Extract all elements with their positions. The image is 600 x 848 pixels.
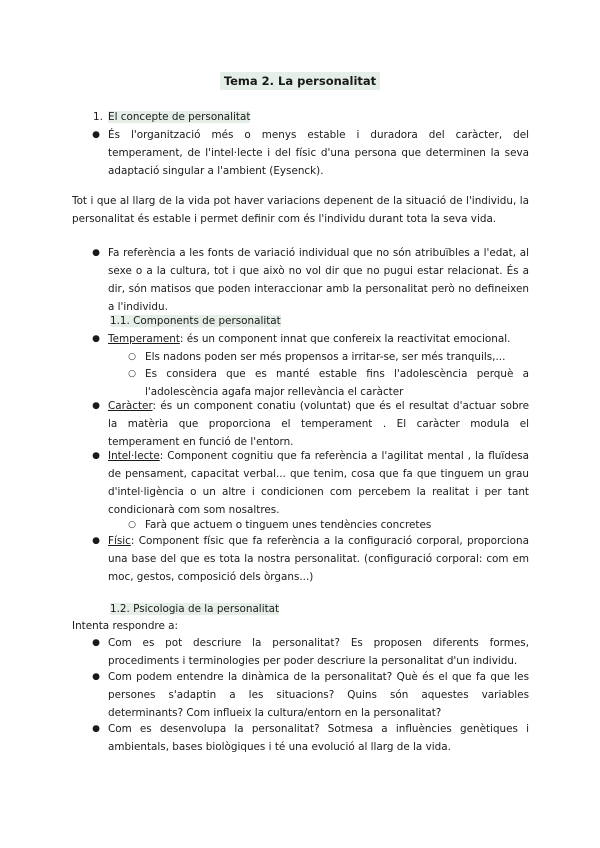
bullet-icon: ● <box>92 672 100 682</box>
fisic-item <box>108 532 529 586</box>
caracter-term: Caràcter <box>108 400 153 412</box>
temperament-sub-2: Es considera que es manté estable fins l'adolescència perquè a l'adolescència agafa major rellevància el caràcter <box>145 368 529 398</box>
circle-bullet-icon: ○ <box>128 352 136 362</box>
section-1-heading <box>93 108 250 126</box>
bullet-icon: ● <box>92 638 100 648</box>
caracter-item <box>108 397 529 451</box>
question-2: Com podem entendre la dinàmica de la personalitat? Què és el que fa que les persones s'adaptin a les situacions? Quins són aquestes variables determinants? Com influeix la cultura/entorn en la personalitat? <box>108 671 529 719</box>
bullet-icon: ● <box>92 536 100 546</box>
section-number: 1. <box>93 111 103 123</box>
temperament-text: : és un component innat que confereix la reactivitat emocional. <box>179 333 511 345</box>
bullet-icon: ● <box>92 401 100 411</box>
page-title: Tema 2. La personalitat <box>0 72 600 90</box>
circle-bullet-icon: ○ <box>128 520 136 530</box>
bullet-icon: ● <box>92 724 100 734</box>
intellecte-text: : Component cognitiu que fa referència a l'agilitat mental , la fluïdesa de pensament, capacitat verbal... que tenim, cosa que fa que tinguem un grau d'intel·ligència o un altre i condicionen com percebem la realitat i per tant condicionarà com som nosaltres. <box>108 450 529 516</box>
intellecte-sub-1: Farà que actuem o tinguem unes tendències concretes <box>145 519 432 531</box>
bullet-icon: ● <box>92 451 100 461</box>
question-3: Com es desenvolupa la personalitat? Sotmesa a influències genètiques i ambientals, bases biològiques i té una evolució al llarg de la vida. <box>108 723 529 753</box>
section-1-paragraph: Tot i que al llarg de la vida pot haver variacions depenent de la situació de l'individu, la personalitat és estable i permet definir com és l'individu durant tota la seva vida. <box>72 195 529 225</box>
question-1: Com es pot descriure la personalitat? Es proposen diferents formes, procediments i terminologies per poder descriure la personalitat d'un individu. <box>108 637 529 667</box>
temperament-term: Temperament <box>108 333 180 345</box>
section-1-1-heading: 1.1. Components de personalitat <box>110 315 281 327</box>
temperament-item <box>108 330 529 348</box>
bullet-icon: ● <box>92 248 100 258</box>
section-1-2-heading: 1.2. Psicologia de la personalitat <box>110 603 280 615</box>
caracter-text: : és un component conatiu (voluntat) que és el resultat d'actuar sobre la matèria que proporciona el temperament . El caràcter modula el temperament en funció de l'entorn. <box>108 400 529 448</box>
section-1-2-intro: Intenta respondre a: <box>72 620 179 632</box>
section-1-bullet-2: Fa referència a les fonts de variació individual que no són atribuïbles a l'edat, al sexe o a la cultura, tot i que això no vol dir que no pugui estar relacionat. És a dir, són matisos que poden interaccionar amb la personalitat però no defineixen a l'individu. <box>108 247 529 313</box>
bullet-icon: ● <box>92 130 100 140</box>
intellecte-item <box>108 447 529 519</box>
temperament-sub-1: Els nadons poden ser més propensos a irritar-se, ser més tranquils,... <box>145 351 506 363</box>
section-heading-text: El concepte de personalitat <box>108 111 251 123</box>
intellecte-term: Intel·lecte <box>108 450 160 462</box>
bullet-icon: ● <box>92 334 100 344</box>
fisic-term: Físic <box>108 535 131 547</box>
section-1-bullet-1: És l'organització més o menys estable i duradora del caràcter, del temperament, de l'intel·lecte i del físic d'una persona que determinen la seva adaptació singular a l'ambient (Eysenck). <box>108 129 529 177</box>
fisic-text: : Component físic que fa referència a la configuració corporal, proporciona una base del que es tota la nostra personalitat. (configuració corporal: com em moc, gestos, composició dels òrgans...) <box>108 535 529 583</box>
circle-bullet-icon: ○ <box>128 369 136 379</box>
